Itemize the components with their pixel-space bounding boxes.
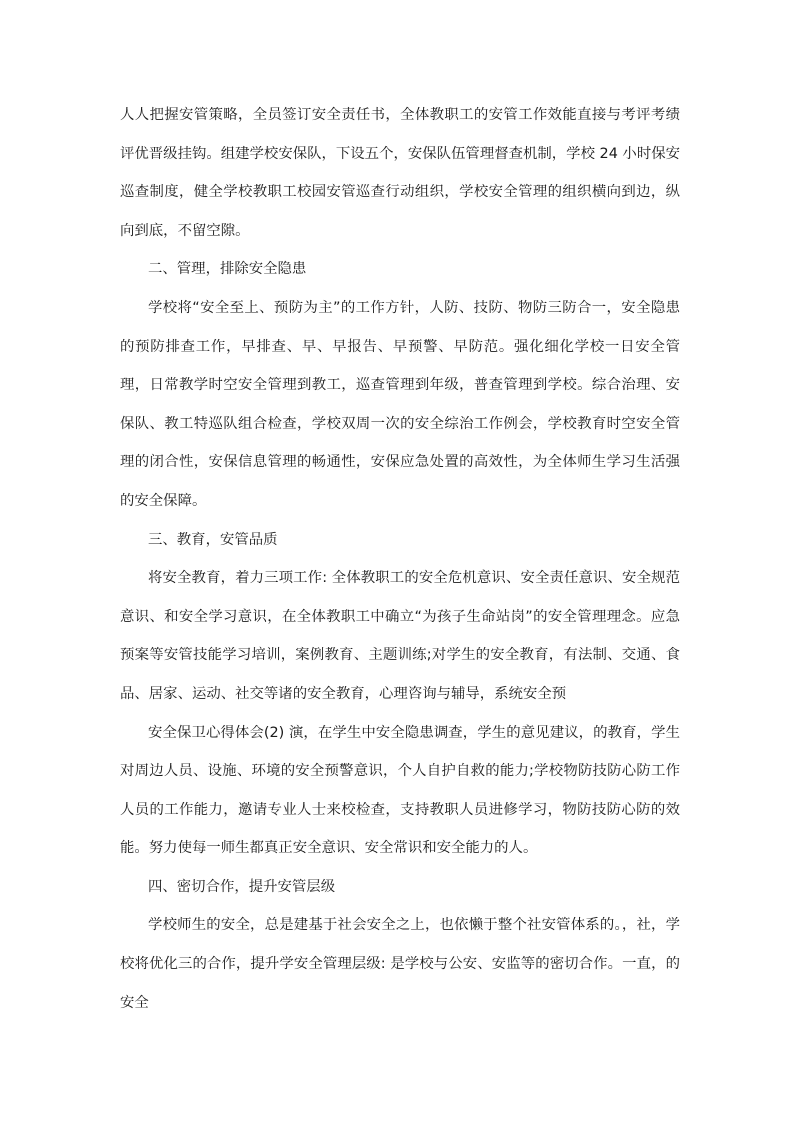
section-heading-4: 四、密切合作，提升安管层级: [148, 878, 336, 895]
section-heading-2: 二、管理，排除安全隐患: [148, 261, 307, 278]
paragraph-1: 人人把握安管策略，全员签订安全责任书，全体教职工的安管工作效能直接与考评考绩评优晋级挂钩。组建学校安保队，下设五个，安保队伍管理督查机制，学校 24 小时保安巡查制度，健全学校教职工校园安管巡查行动组织，学校安全管理的组织横向到边，纵向到底，不留空隙。: [120, 107, 680, 239]
document-page: [120, 96, 680, 1022]
paragraph-4: 安全保卫心得体会(2) 演，在学生中安全隐患调查，学生的意见建议，的教育，学生对周边人员、设施、环境的安全预警意识，个人自护自救的能力;学校物防技防心防工作人员的工作能力，邀请专业人士来校检查，支持教职人员进修学习，物防技防心防的效能。努力使每一师生都真正安全意识、安全常识和安全能力的人。: [120, 724, 680, 857]
section-heading-3: 三、教育，安管品质: [148, 531, 278, 548]
paragraph-5: 学校师生的安全，总是建基于社会安全之上，也依懒于整个社安管体系的。，社，学校将优化三的合作，提升学安全管理层级: 是学校与公安、安监等的密切合作。一直，的安全: [120, 917, 680, 1011]
paragraph-3: 将安全教育，着力三项工作: 全体教职工的安全危机意识、安全责任意识、安全规范意识、和安全学习意识，在全体教职工中确立“为孩子生命站岗”的安全管理理念。应急预案等安管技能学习培训，案例教育、主题训练;对学生的安全教育，有法制、交通、食品、居家、运动、社交等诸的安全教育，心理咨询与辅导，系统安全预: [120, 570, 680, 702]
paragraph-2: 学校将“安全至上、预防为主”的工作方针，人防、技防、物防三防合一，安全隐患的预防排查工作，早排查、早、早报告、早预警、早防范。强化细化学校一日安全管理，日常教学时空安全管理到教工，巡查管理到年级，普查管理到学校。综合治理、安保队、教工特巡队组合检查，学校双周一次的安全综治工作例会，学校教育时空安全管理的闭合性，安保信息管理的畅通性，安保应急处置的高效性，为全体师生学习生活强的安全保障。: [120, 299, 680, 509]
